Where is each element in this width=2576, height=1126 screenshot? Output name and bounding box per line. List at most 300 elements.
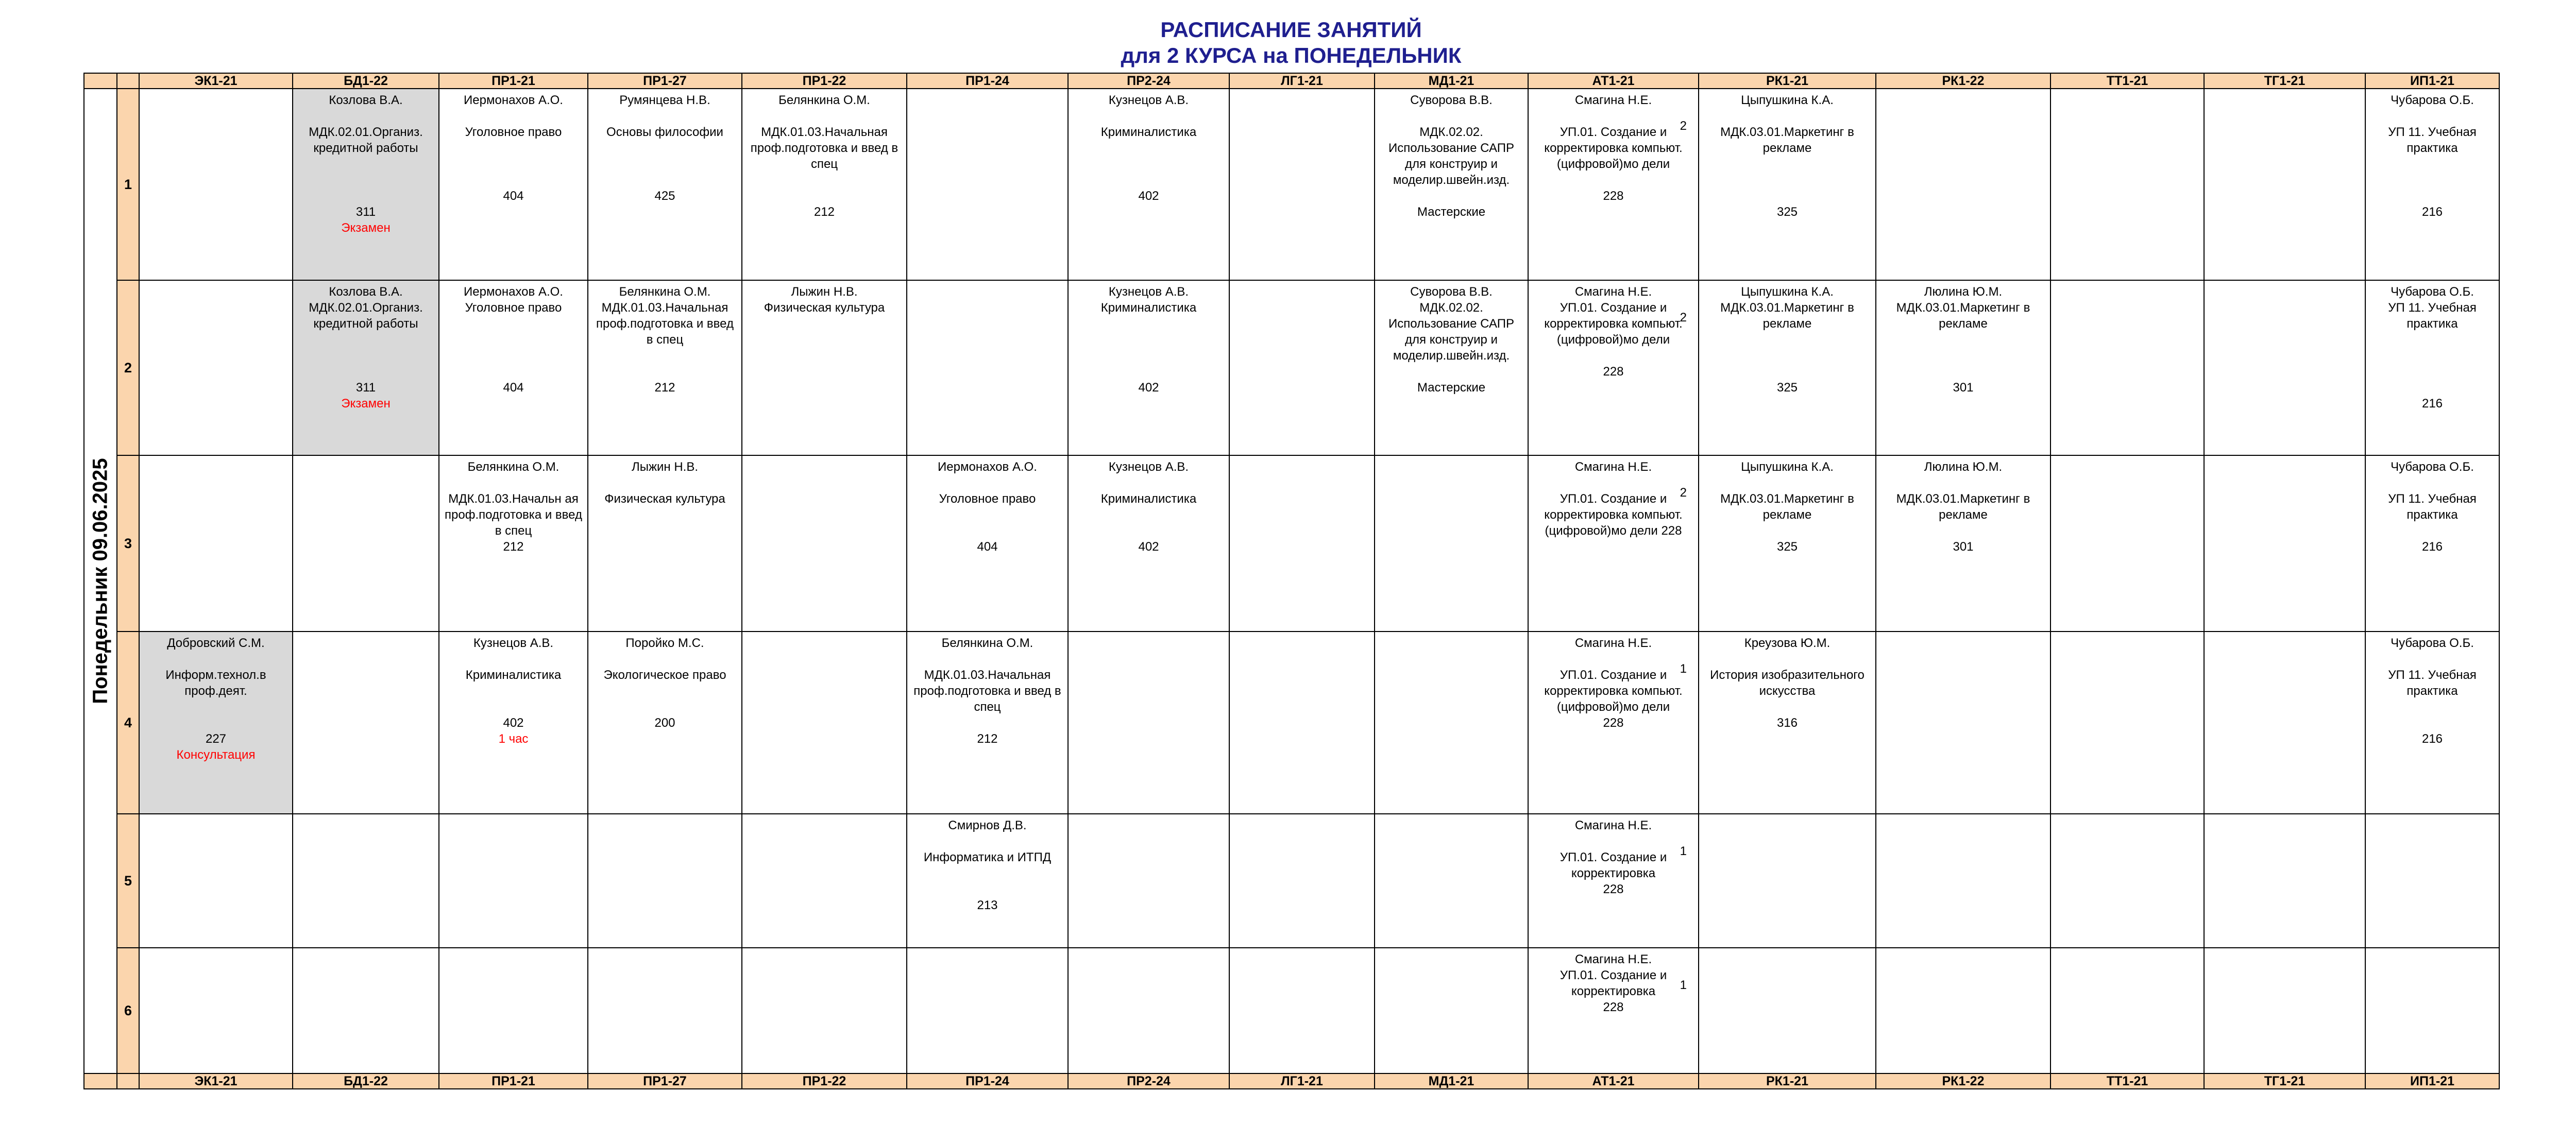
cell-line (2055, 284, 2199, 300)
cell-line (747, 108, 902, 124)
day-label-cell (84, 89, 117, 1073)
cell-line (592, 140, 737, 156)
cell-line (1379, 364, 1523, 380)
cell-line (747, 635, 902, 651)
cell-line (297, 817, 434, 833)
cell-line (911, 523, 1063, 539)
schedule-cell (1528, 455, 1699, 632)
schedule-cell (588, 280, 742, 455)
group-header: ТТ1-21 (2050, 73, 2204, 89)
group-header: ПР1-22 (742, 73, 907, 89)
group-header: ТТ1-21 (2050, 1073, 2204, 1089)
cell-line (1880, 348, 2046, 364)
cell-line (1073, 332, 1225, 348)
schedule-cell (1528, 632, 1699, 814)
cell-line: УП.01. Создание и корректировка компьют.(цифровой)мо дели (1544, 668, 1683, 714)
schedule-cell (742, 455, 907, 632)
schedule-cell (439, 948, 588, 1073)
top-group-header-row (84, 73, 2499, 89)
cell-line (2209, 951, 2361, 967)
pair-row (84, 455, 2499, 632)
cell-line: МДК.02.01.Организ. кредитной работы (309, 125, 423, 155)
cell-line (1533, 348, 1694, 364)
cell-line (1073, 348, 1225, 364)
cell-line: 425 (654, 189, 675, 203)
cell-line: 404 (503, 381, 524, 395)
cell-line: Уголовное право (465, 125, 562, 139)
cell-line (1073, 523, 1225, 539)
schedule-cell (2204, 89, 2365, 280)
cell-line: 216 (2421, 732, 2443, 746)
cell-line: Смирнов Д.В. (948, 818, 1027, 832)
schedule-cell (1068, 948, 1229, 1073)
cell-line: МДК.01.03.Начальная проф.подготовка и введ в спец (913, 668, 1061, 714)
cell-line (1073, 951, 1225, 967)
group-header: БД1-22 (293, 1073, 439, 1089)
schedule-cell (293, 814, 439, 948)
cell-line (2055, 459, 2199, 475)
cell-line (592, 683, 737, 699)
cell-line: Смагина Н.Е. (1574, 460, 1652, 474)
schedule-cell (907, 280, 1068, 455)
cell-line (911, 507, 1063, 523)
cell-line: Румянцева Н.В. (619, 93, 710, 107)
cell-line (1073, 108, 1225, 124)
cell-line: Кузнецов А.В. (1108, 285, 1189, 299)
cell-line (144, 817, 288, 833)
cell-line (1073, 156, 1225, 172)
group-header: АТ1-21 (1528, 1073, 1699, 1089)
cell-line (2370, 348, 2495, 364)
cell-line: 216 (2421, 397, 2443, 411)
cell-line (1379, 817, 1523, 833)
cell-line (747, 951, 902, 967)
cell-line (1880, 364, 2046, 380)
cell-line: Физическая культура (604, 492, 725, 506)
cell-line: МДК.01.03.Начальная проф.подготовка и введ в спец (596, 301, 734, 347)
cell-line (297, 459, 434, 475)
cell-line: 325 (1776, 540, 1798, 554)
cell-line: Кузнецов А.В. (473, 636, 554, 650)
schedule-title: РАСПИСАНИЕ ЗАНЯТИЙ (1160, 18, 1422, 42)
cell-line (1234, 817, 1370, 833)
cell-line: УП.01. Создание и корректировка (1560, 968, 1667, 998)
subgroup-number: 1 (1680, 662, 1687, 676)
cell-line (1703, 475, 1871, 491)
cell-line: Люлина Ю.М. (1924, 460, 2003, 474)
group-header: ИП1-21 (2365, 1073, 2499, 1089)
schedule-cell (293, 89, 439, 280)
schedule-table (83, 73, 2500, 1089)
cell-line (444, 817, 583, 833)
cell-line: МДК.02.01.Организ. кредитной работы (309, 301, 423, 331)
cell-line: Информатика и ИТПД (923, 850, 1052, 864)
cell-line: 325 (1776, 381, 1798, 395)
cell-line (747, 459, 902, 475)
schedule-cell (439, 455, 588, 632)
group-header: ЛГ1-21 (1229, 73, 1375, 89)
schedule-cell (907, 89, 1068, 280)
cell-line: Чубарова О.Б. (2391, 460, 2474, 474)
group-header: ПР2-24 (1068, 1073, 1229, 1089)
cell-line (1073, 140, 1225, 156)
schedule-cell (742, 814, 907, 948)
schedule-cell (1375, 455, 1528, 632)
cell-line: 316 (1776, 716, 1798, 730)
cell-line: МДК.03.01.Маркетинг в рекламе (1720, 492, 1854, 522)
cell-line (444, 316, 583, 332)
cell-line (444, 156, 583, 172)
cell-line: Криминалистика (1100, 492, 1197, 506)
cell-line (592, 108, 737, 124)
cell-line (297, 156, 434, 172)
cell-line (2370, 364, 2495, 380)
cell-line (2055, 817, 2199, 833)
schedule-cell (1699, 948, 1876, 1073)
cell-line (911, 475, 1063, 491)
cell-line: Лыжин Н.В. (791, 285, 858, 299)
day-label: Понедельник 09.06.2025 (89, 458, 112, 704)
cell-line: УП 11. Учебная практика (2388, 301, 2477, 331)
cell-line (1880, 523, 2046, 539)
cell-line: Люлина Ю.М. (1924, 285, 2003, 299)
cell-line (1234, 92, 1370, 108)
cell-line: 228 (1603, 365, 1624, 379)
cell-line (1703, 699, 1871, 715)
cell-line: Иермонахов А.О. (464, 93, 563, 107)
cell-line (1073, 475, 1225, 491)
group-header: РК1-21 (1699, 1073, 1876, 1089)
schedule-cell (907, 948, 1068, 1073)
cell-line (2370, 332, 2495, 348)
schedule-cell (1876, 89, 2050, 280)
schedule-cell (742, 948, 907, 1073)
cell-line (592, 817, 737, 833)
schedule-cell (2050, 814, 2204, 948)
cell-line (1379, 459, 1523, 475)
cell-line (592, 172, 737, 188)
cell-line (1880, 635, 2046, 651)
cell-line: Креузова Ю.М. (1744, 636, 1831, 650)
cell-line: 212 (654, 381, 675, 395)
schedule-cell (1699, 632, 1876, 814)
schedule-cell (742, 280, 907, 455)
schedule-cell (2365, 89, 2499, 280)
schedule-cell (907, 632, 1068, 814)
cell-line (1379, 951, 1523, 967)
cell-line (911, 715, 1063, 731)
cell-line: Экологическое право (603, 668, 726, 682)
cell-line (2370, 172, 2495, 188)
cell-line: МДК.03.01.Маркетинг в рекламе (1720, 125, 1854, 155)
cell-line: Суворова В.В. (1410, 285, 1493, 299)
group-header: ТГ1-21 (2204, 73, 2365, 89)
group-header: БД1-22 (293, 73, 439, 89)
schedule-cell (139, 280, 293, 455)
schedule-cell (1229, 814, 1375, 948)
schedule-cell (2050, 89, 2204, 280)
schedule-cell (2365, 632, 2499, 814)
cell-line: Криминалистика (1100, 301, 1197, 315)
cell-line (444, 475, 583, 491)
cell-line: Мастерские (1417, 381, 1486, 395)
cell-line (2370, 951, 2495, 967)
group-header: ПР1-27 (588, 1073, 742, 1089)
cell-line: Смагина Н.Е. (1574, 285, 1652, 299)
cell-line: 311 (355, 205, 376, 219)
schedule-cell (1876, 455, 2050, 632)
pair-row (84, 948, 2499, 1073)
cell-line (1703, 108, 1871, 124)
pair-number: 5 (117, 814, 139, 948)
cell-line (911, 284, 1063, 300)
group-header: ПР1-21 (439, 73, 588, 89)
schedule-cell (139, 948, 293, 1073)
cell-line: Иермонахов А.О. (938, 460, 1037, 474)
schedule-cell (588, 89, 742, 280)
header-corner-cell (117, 73, 139, 89)
cell-line (1379, 188, 1523, 204)
schedule-cell (742, 632, 907, 814)
cell-line (592, 364, 737, 380)
cell-line (297, 108, 434, 124)
schedule-cell (1375, 632, 1528, 814)
schedule-cell (139, 814, 293, 948)
pair-row (84, 89, 2499, 280)
cell-line (297, 364, 434, 380)
schedule-cell (439, 814, 588, 948)
cell-line: МДК.02.02. Использование САПР для конструир и моделир.швейн.изд. (1388, 125, 1514, 187)
schedule-cell (1876, 948, 2050, 1073)
cell-line: 216 (2421, 540, 2443, 554)
group-header: ПР1-24 (907, 1073, 1068, 1089)
group-header: МД1-21 (1375, 73, 1528, 89)
group-header: ЭК1-21 (139, 1073, 293, 1089)
group-header: ПР1-22 (742, 1073, 907, 1089)
cell-line (444, 332, 583, 348)
cell-line (1703, 523, 1871, 539)
schedule-cell (293, 455, 439, 632)
cell-line (2370, 156, 2495, 172)
schedule-cell (907, 814, 1068, 948)
schedule-cell (1068, 280, 1229, 455)
schedule-cell (588, 948, 742, 1073)
cell-line (444, 140, 583, 156)
cell-line (1880, 951, 2046, 967)
pair-row (84, 632, 2499, 814)
cell-line: Экзамен (341, 221, 391, 235)
cell-line: 1 час (498, 732, 529, 746)
cell-line (1533, 833, 1694, 849)
cell-line: 402 (1138, 381, 1159, 395)
cell-line (144, 459, 288, 475)
cell-line (2370, 523, 2495, 539)
cell-line (1880, 92, 2046, 108)
cell-line: 402 (503, 716, 524, 730)
cell-line (297, 172, 434, 188)
schedule-cell (1068, 814, 1229, 948)
cell-line (144, 951, 288, 967)
group-header: ТГ1-21 (2204, 1073, 2365, 1089)
cell-line (911, 881, 1063, 897)
cell-line (1234, 284, 1370, 300)
cell-line: МДК.03.01.Маркетинг в рекламе (1720, 301, 1854, 331)
cell-line (1703, 156, 1871, 172)
schedule-cell (293, 632, 439, 814)
group-header: АТ1-21 (1528, 73, 1699, 89)
schedule-cell (588, 632, 742, 814)
group-header: РК1-22 (1876, 1073, 2050, 1089)
cell-line: 228 (1603, 1000, 1624, 1014)
cell-line: 228 (1603, 716, 1624, 730)
cell-line: 404 (503, 189, 524, 203)
schedule-cell (2050, 280, 2204, 455)
cell-line (2209, 284, 2361, 300)
cell-line (297, 332, 434, 348)
schedule-cell (439, 632, 588, 814)
cell-line (1703, 817, 1871, 833)
cell-line (911, 865, 1063, 881)
pair-number: 3 (117, 455, 139, 632)
cell-line: Козлова В.А. (329, 285, 403, 299)
cell-line: 212 (814, 205, 835, 219)
schedule-cell (2365, 280, 2499, 455)
pair-number: 6 (117, 948, 139, 1073)
group-header: РК1-22 (1876, 73, 2050, 89)
cell-line: 213 (977, 898, 998, 912)
cell-line (1379, 635, 1523, 651)
cell-line (1703, 951, 1871, 967)
subgroup-number: 2 (1680, 486, 1687, 500)
cell-line (444, 172, 583, 188)
schedule-cell (742, 89, 907, 280)
cell-line (297, 188, 434, 204)
cell-line (1533, 475, 1694, 491)
schedule-cell (1068, 455, 1229, 632)
cell-line: Добровский С.М. (167, 636, 265, 650)
cell-line: Консультация (176, 748, 256, 762)
cell-line: Цыпушкина К.А. (1741, 460, 1834, 474)
cell-line: Основы философии (606, 125, 723, 139)
schedule-cell (1229, 89, 1375, 280)
group-header: РК1-21 (1699, 73, 1876, 89)
schedule-cell (2050, 632, 2204, 814)
cell-line (1073, 316, 1225, 332)
cell-line (592, 951, 737, 967)
cell-line (1703, 172, 1871, 188)
bottom-group-header-row (84, 1073, 2499, 1089)
cell-line (444, 348, 583, 364)
cell-line (2370, 188, 2495, 204)
cell-line (297, 951, 434, 967)
group-header: ИП1-21 (2365, 73, 2499, 89)
cell-line (1533, 172, 1694, 188)
cell-line: Лыжин Н.В. (631, 460, 699, 474)
cell-line: 212 (977, 732, 998, 746)
cell-line: Экзамен (341, 397, 391, 411)
schedule-cell (2204, 455, 2365, 632)
cell-line (747, 817, 902, 833)
cell-line (592, 651, 737, 667)
cell-line (2370, 380, 2495, 396)
cell-line (1379, 108, 1523, 124)
schedule-cell (293, 280, 439, 455)
cell-line (444, 651, 583, 667)
cell-line: 227 (205, 732, 227, 746)
schedule-cell (293, 948, 439, 1073)
cell-line: Смагина Н.Е. (1574, 93, 1652, 107)
group-header: ПР1-27 (588, 73, 742, 89)
cell-line (2370, 817, 2495, 833)
cell-line: 228 (1603, 882, 1624, 896)
cell-line: 212 (503, 540, 524, 554)
schedule-cell (2204, 814, 2365, 948)
cell-line: Белянкина О.М. (619, 285, 711, 299)
group-header: ЛГ1-21 (1229, 1073, 1375, 1089)
cell-line (1073, 364, 1225, 380)
cell-line (2209, 817, 2361, 833)
cell-line: Козлова В.А. (329, 93, 403, 107)
schedule-cell (439, 89, 588, 280)
subgroup-number: 2 (1680, 311, 1687, 325)
schedule-cell (1876, 280, 2050, 455)
cell-line (747, 188, 902, 204)
cell-line (297, 635, 434, 651)
cell-line (1073, 507, 1225, 523)
cell-line: УП 11. Учебная практика (2388, 668, 2477, 698)
cell-line: Поройко М.С. (625, 636, 704, 650)
schedule-cell (1229, 280, 1375, 455)
cell-line (1234, 951, 1370, 967)
cell-line: МДК.03.01.Маркетинг в рекламе (1896, 301, 2030, 331)
schedule-cell (1229, 632, 1375, 814)
cell-line (592, 156, 737, 172)
cell-line: Мастерские (1417, 205, 1486, 219)
group-header: ПР1-21 (439, 1073, 588, 1089)
schedule-cell (1699, 280, 1876, 455)
cell-line (444, 364, 583, 380)
cell-line: УП 11. Учебная практика (2388, 492, 2477, 522)
cell-line: 402 (1138, 189, 1159, 203)
group-header: ПР1-24 (907, 73, 1068, 89)
schedule-cell (2204, 280, 2365, 455)
cell-line: Цыпушкина К.А. (1741, 93, 1834, 107)
cell-line (1533, 108, 1694, 124)
cell-line: Физическая культура (764, 301, 885, 315)
cell-line: МДК.02.02. Использование САПР для конструир и моделир.швейн.изд. (1388, 301, 1514, 363)
schedule-cell (439, 280, 588, 455)
cell-line (444, 108, 583, 124)
cell-line: История изобразительного искусства (1710, 668, 1865, 698)
cell-line: Криминалистика (465, 668, 562, 682)
schedule-cell (1699, 455, 1876, 632)
schedule-cell (2204, 948, 2365, 1073)
schedule-cell (1528, 814, 1699, 948)
cell-line (747, 172, 902, 188)
cell-line: Белянкина О.М. (778, 93, 870, 107)
cell-line (2370, 108, 2495, 124)
cell-line: 301 (1953, 540, 1974, 554)
cell-line (1073, 635, 1225, 651)
schedule-cell (1876, 632, 2050, 814)
cell-line (2370, 715, 2495, 731)
header-corner-cell (117, 1073, 139, 1089)
schedule-cell (1528, 948, 1699, 1073)
schedule-cell (1229, 455, 1375, 632)
cell-line (444, 683, 583, 699)
cell-line (2055, 92, 2199, 108)
pair-row (84, 280, 2499, 455)
